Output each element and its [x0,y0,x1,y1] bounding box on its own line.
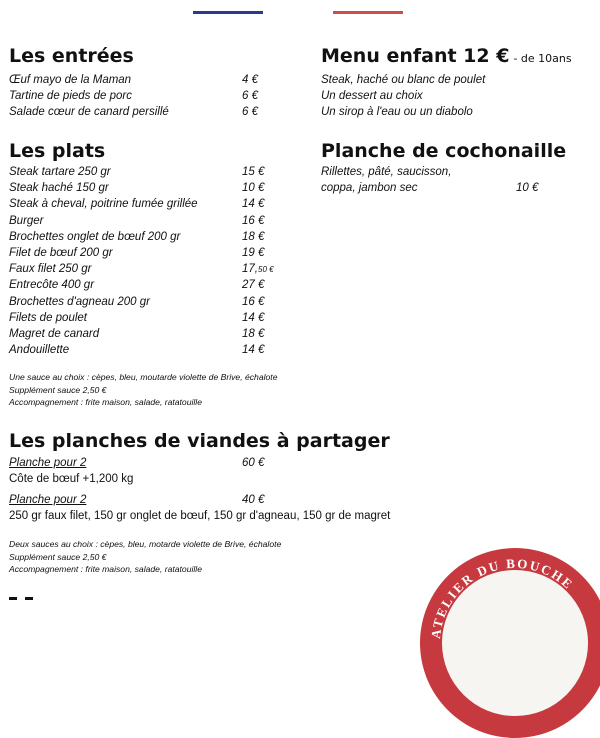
item-name: Œuf mayo de la Maman [9,74,132,86]
cochonaille-price: 10 € [516,182,539,195]
menu-item [9,196,299,212]
plats-note-sauce: Une sauce au choix : cèpes, bleu, moutarde violette de Brive, échalote [9,372,278,382]
stamp-text-ring [420,548,600,738]
item-name: Brochettes d'agneau 200 gr [9,295,150,308]
menu-enfant-heading [321,45,572,67]
cochonaille-line [321,180,561,196]
planches-note-supplement: Supplément sauce 2,50 € [9,551,107,562]
item-name: Steak tartare 250 gr [9,166,111,178]
menu-enfant-line: Un dessert au choix [321,90,423,103]
cochonaille-block [321,164,561,196]
item-name: Magret de canard [9,327,100,340]
menu-item [9,213,299,229]
plats-note-accompagnement: Accompagnement : frite maison, salade, ratatouille [9,397,202,407]
flag-bar-blue [193,11,263,14]
menu-item [9,72,289,88]
cochonaille-text: coppa, jambon sec [321,182,418,195]
menu-item [9,294,299,310]
price-main: 17, [242,263,258,276]
planche-price: 60 € [242,457,265,469]
plats-heading: Les plats [9,140,106,162]
menu-item [9,245,299,261]
planche-description: 250 gr faux filet, 150 gr onglet de bœuf, 150 gr d'agneau, 150 gr de magret [9,510,391,522]
plats-note-supplement: Supplément sauce 2,50 € [9,384,107,395]
planches-heading: Les planches de viandes à partager [9,430,390,452]
planches-note-sauces: Deux sauces au choix : cèpes, bleu, motarde violette de Brive, échalote [9,539,282,549]
planches-note-accompagnement: Accompagnement : frite maison, salade, ratatouille [9,564,202,574]
item-name: Filet de bœuf 200 gr [9,246,113,259]
menu-enfant-title: Menu enfant 12 € [321,45,510,67]
menu-item [9,310,299,326]
item-name: Andouillette [9,344,70,357]
item-price: 16 € [242,214,265,227]
item-price: 6 € [242,106,258,119]
item-price: 10 € [242,182,265,195]
cochonaille-line: Rillettes, pâté, saucisson, [321,166,452,178]
item-price: 14 € [242,344,265,357]
cochonaille-heading: Planche de cochonaille [321,140,567,162]
item-name: Salade cœur de canard persillé [9,106,169,119]
menu-item [9,180,299,196]
entrees-heading: Les entrées [9,45,134,67]
item-price: 15 € [242,166,265,178]
menu-item [9,164,299,180]
flag-bar-red [333,11,403,14]
item-price: 14 € [242,198,265,211]
svg-text:ATELIER DU BOUCHE [428,556,577,640]
planche-title: Planche pour 2 [9,494,87,506]
item-name: Tartine de pieds de porc [9,90,132,103]
item-price: 4 € [242,74,258,86]
item-price: 19 € [242,246,265,259]
plats-notes [9,371,277,409]
stamp-text: ATELIER DU BOUCHE [428,555,577,640]
menu-item [9,88,289,104]
item-name: Steak à cheval, poitrine fumée grillée [9,198,198,211]
menu-enfant-subtitle: - de 10ans [513,52,572,65]
item-price [242,261,274,278]
item-name: Burger [9,214,44,227]
atelier-stamp-logo [420,548,600,738]
item-name: Faux filet 250 gr [9,263,92,276]
next-section-heading-fragment [9,592,35,600]
item-price: 18 € [242,230,265,243]
plats-list [9,164,299,358]
item-price: 18 € [242,327,265,340]
planches-notes [9,538,281,576]
menu-item [9,261,299,277]
item-name: Brochettes onglet de bœuf 200 gr [9,230,181,243]
item-price: 27 € [242,279,265,292]
menu-item [9,104,289,120]
menu-item [9,277,299,293]
planche-title: Planche pour 2 [9,457,87,469]
entrees-list [9,72,289,121]
item-price: 6 € [242,90,258,103]
item-name: Filets de poulet [9,311,87,324]
item-price: 16 € [242,295,265,308]
planche-description: Côte de bœuf +1,200 kg [9,473,134,485]
item-name: Entrecôte 400 gr [9,279,95,292]
menu-enfant-line: Steak, haché ou blanc de poulet [321,74,486,86]
item-name: Steak haché 150 gr [9,182,109,195]
planche-price: 40 € [242,494,265,506]
menu-item [9,342,299,358]
menu-enfant-line: Un sirop à l'eau ou un diabolo [321,106,473,119]
menu-item [9,229,299,245]
item-price: 14 € [242,311,265,324]
menu-item [9,326,299,342]
menu-enfant-lines [321,72,485,121]
price-cents: 50 € [258,265,274,275]
